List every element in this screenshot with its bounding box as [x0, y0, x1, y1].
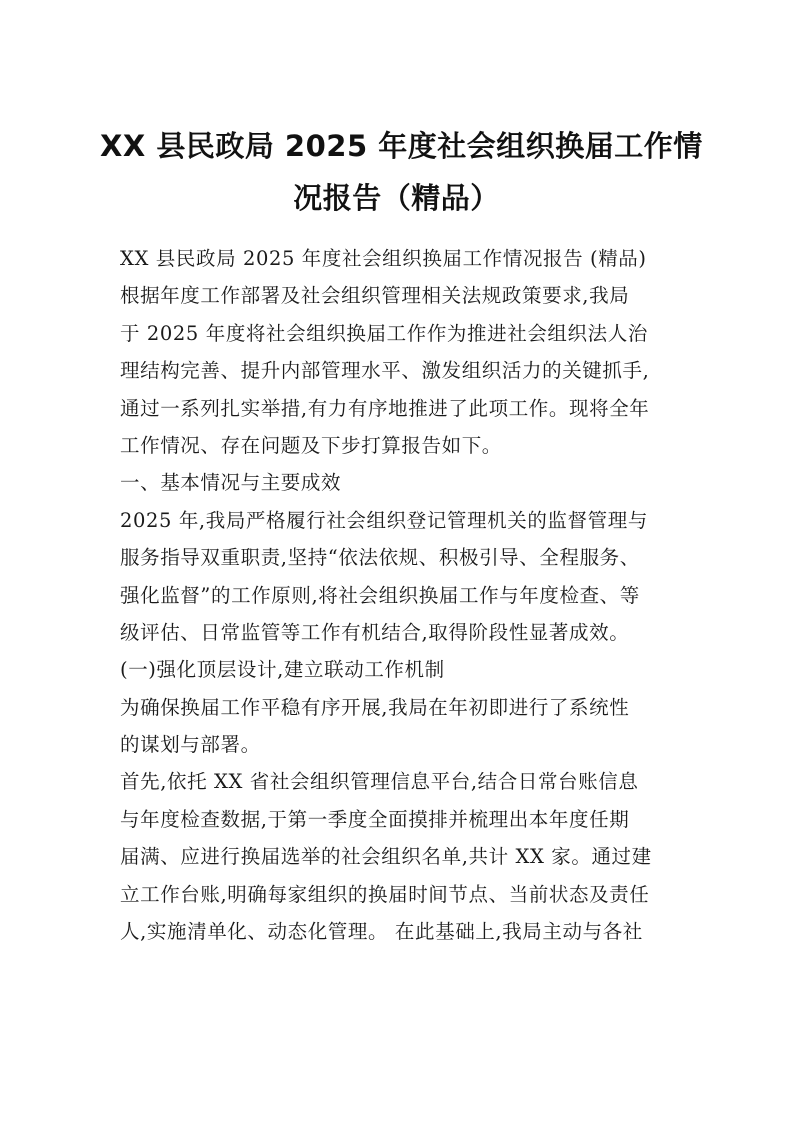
- body-line: 于 2025 年度将社会组织换届工作作为推进社会组织法人治: [120, 321, 648, 345]
- body-line: 人,实施清单化、动态化管理。 在此基础上,我局主动与各社: [120, 920, 643, 944]
- body-line: 的谋划与部署。: [120, 733, 261, 757]
- section-heading: 一、基本情况与主要成效: [120, 471, 342, 495]
- body-line: 与年度检查数据,于第一季度全面摸排并梳理出本年度任期: [120, 807, 630, 831]
- subsection-heading: (一)强化顶层设计,建立联动工作机制: [120, 658, 445, 682]
- title-line: 况报告（精品）: [293, 181, 500, 215]
- body-line: 立工作台账,明确每家组织的换届时间节点、当前状态及责任: [120, 882, 650, 906]
- title-line: XX 县民政局 2025 年度社会组织换届工作情: [100, 129, 703, 163]
- body-line: 根据年度工作部署及社会组织管理相关法规政策要求,我局: [120, 284, 630, 308]
- body-line: 工作情况、存在问题及下步打算报告如下。: [120, 433, 502, 457]
- document-body: [120, 240, 680, 950]
- document-title: [100, 120, 703, 224]
- body-line: 届满、应进行换届选举的社会组织名单,共计 XX 家。通过建: [120, 845, 652, 869]
- body-line: 理结构完善、提升内部管理水平、激发组织活力的关键抓手,: [120, 359, 650, 383]
- body-line: 首先,依托 XX 省社会组织管理信息平台,结合日常台账信息: [120, 770, 639, 794]
- body-line: 强化监督”的工作原则,将社会组织换届工作与年度检查、等: [120, 583, 640, 607]
- body-line: 通过一系列扎实举措,有力有序地推进了此项工作。现将全年: [120, 396, 650, 420]
- body-line-heading-repeat: XX 县民政局 2025 年度社会组织换届工作情况报告 (精品): [120, 247, 647, 270]
- body-line: 服务指导双重职责,坚持“依法依规、积极引导、全程服务、: [120, 546, 640, 570]
- body-line: 2025 年,我局严格履行社会组织登记管理机关的监督管理与: [120, 508, 648, 532]
- body-line: 级评估、日常监管等工作有机结合,取得阶段性显著成效。: [120, 620, 630, 644]
- body-line: 为确保换届工作平稳有序开展,我局在年初即进行了系统性: [120, 695, 630, 719]
